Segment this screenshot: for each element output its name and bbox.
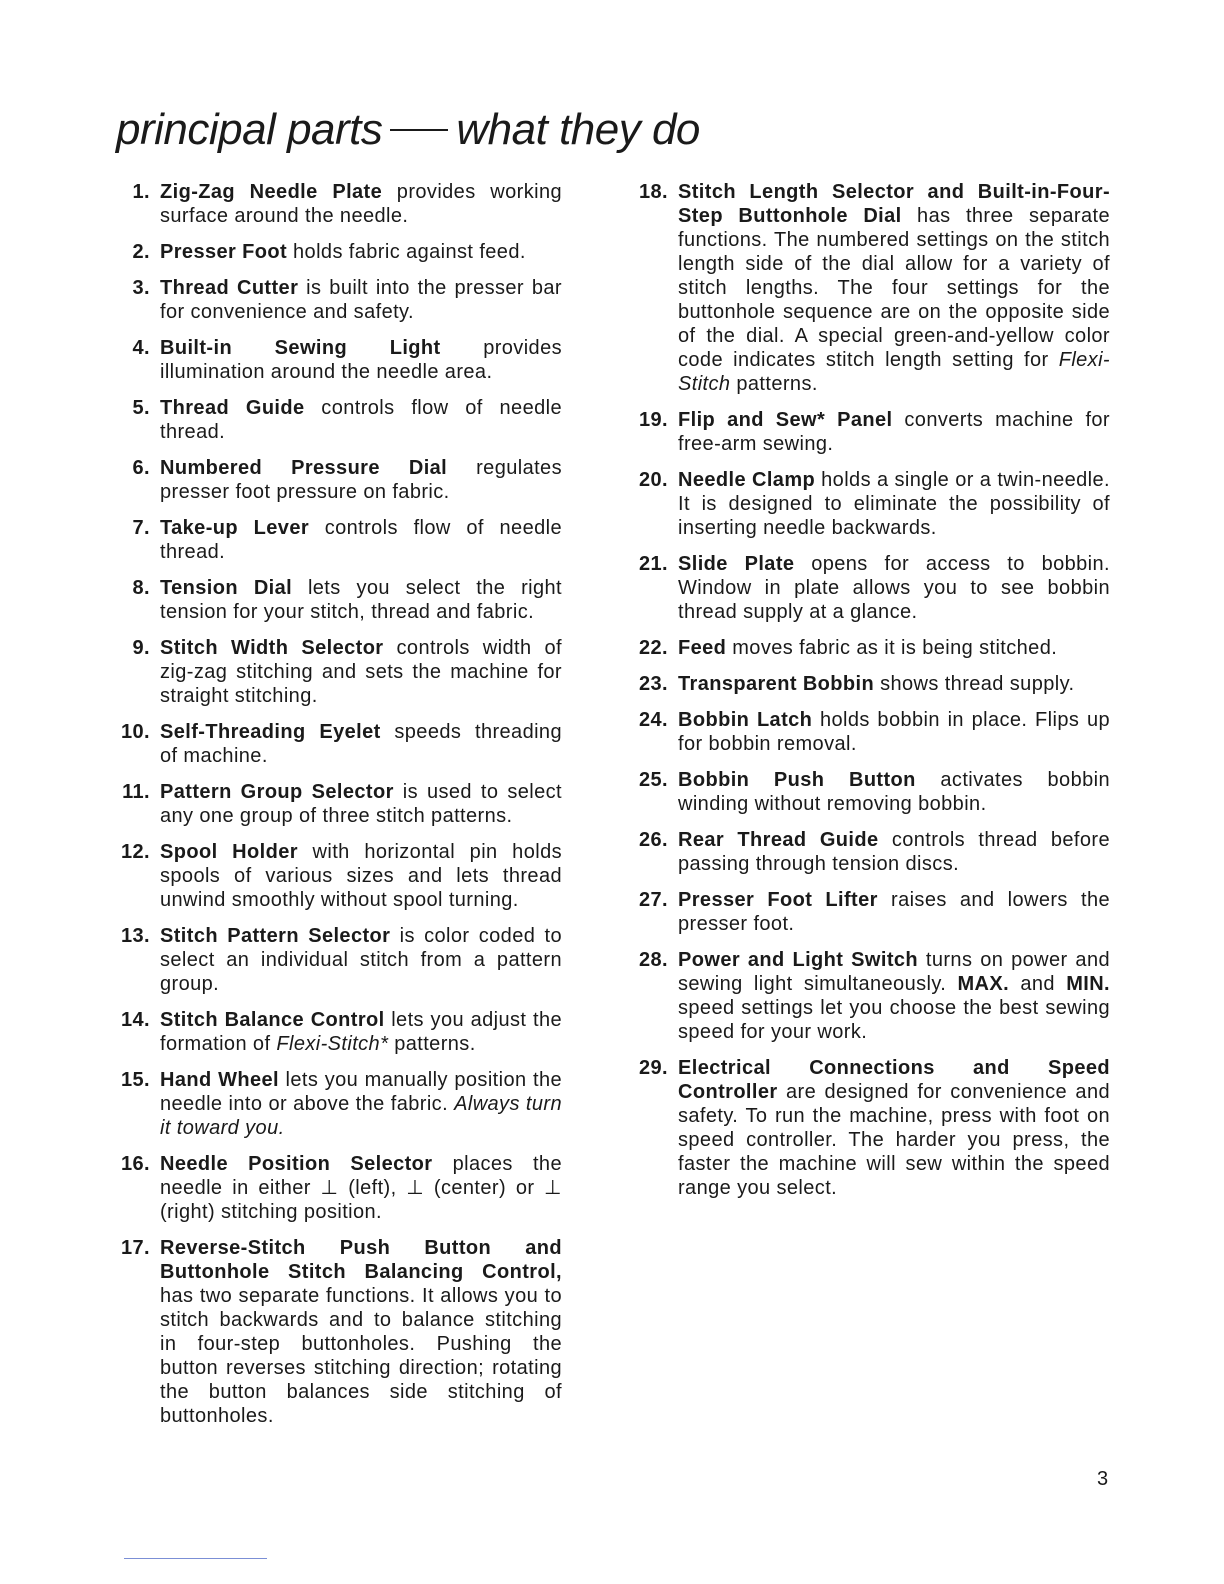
list-item <box>630 468 1110 540</box>
part-text: provides illumination around the needle area. <box>160 337 562 383</box>
item-number: 20. <box>638 469 668 491</box>
item-description <box>160 1236 562 1428</box>
part-name: Take-up Lever <box>160 517 310 539</box>
part-name: Thread Guide <box>160 397 305 419</box>
list-item <box>112 636 562 708</box>
item-number: 26. <box>638 829 668 851</box>
item-description <box>160 180 562 228</box>
item-description <box>160 780 562 828</box>
title-dash <box>390 129 448 131</box>
list-item <box>630 552 1110 624</box>
part-text: places the needle in either ⊥ (left), ⊥ (center) or ⊥ (right) stitching position. <box>160 1153 562 1223</box>
part-name: Hand Wheel <box>160 1069 279 1091</box>
item-number: 6. <box>132 457 150 479</box>
item-number: 3. <box>132 277 150 299</box>
list-item <box>112 336 562 384</box>
list-item <box>112 924 562 996</box>
item-description <box>160 276 562 324</box>
part-name: Flip and Sew* Panel <box>678 409 893 431</box>
part-text: patterns. <box>730 373 818 395</box>
part-text: lets you manually position the needle into or above the fabric. <box>160 1069 562 1115</box>
item-number: 7. <box>132 517 150 539</box>
part-name: Tension Dial <box>160 577 293 599</box>
part-text: and <box>1009 973 1067 995</box>
list-item <box>112 720 562 768</box>
item-number: 1. <box>132 181 150 203</box>
right-column <box>630 180 1110 1212</box>
part-text: controls thread before passing through tension discs. <box>678 829 1110 875</box>
item-description <box>160 1008 562 1056</box>
item-number: 17. <box>120 1237 150 1259</box>
part-name: Pattern Group Selector <box>160 781 394 803</box>
item-description <box>678 636 1110 660</box>
item-number: 9. <box>132 637 150 659</box>
list-item <box>112 180 562 228</box>
list-item <box>630 888 1110 936</box>
item-number: 25. <box>638 769 668 791</box>
part-name: Reverse-Stitch Push Button and Buttonhole Stitch Balancing Control, <box>160 1237 562 1283</box>
part-name: Self-Threading Eyelet <box>160 721 381 743</box>
list-item <box>630 636 1110 660</box>
item-number: 27. <box>638 889 668 911</box>
list-item <box>112 1068 562 1140</box>
list-item <box>630 408 1110 456</box>
part-name: Thread Cutter <box>160 277 299 299</box>
list-item <box>112 396 562 444</box>
part-name: Stitch Balance Control <box>160 1009 385 1031</box>
part-text: patterns. <box>388 1033 476 1055</box>
item-description <box>678 672 1110 696</box>
list-item <box>630 828 1110 876</box>
part-text: raises and lowers the presser foot. <box>678 889 1110 935</box>
part-name: Transparent Bobbin <box>678 673 875 695</box>
item-description <box>678 408 1110 456</box>
part-text: are designed for convenience and safety. To run the machine, press with foot on speed controller. The harder you press, the faster the machine will sew within the speed range you select. <box>678 1081 1110 1199</box>
item-description <box>160 1152 562 1224</box>
item-description <box>678 828 1110 876</box>
item-number: 21. <box>638 553 668 575</box>
part-italic: Always turn it toward you. <box>160 1093 562 1139</box>
part-name: Electrical Connections and Speed Controller <box>678 1057 1110 1103</box>
part-name: Presser Foot Lifter <box>678 889 878 911</box>
title-part2: what they do <box>456 105 700 154</box>
part-text: controls flow of needle thread. <box>160 397 562 443</box>
item-number: 11. <box>122 781 150 803</box>
part-text: with horizontal pin holds spools of various sizes and lets thread unwind smoothly without spool turning. <box>160 841 562 911</box>
list-item <box>630 768 1110 816</box>
list-item <box>112 456 562 504</box>
part-name: Slide Plate <box>678 553 795 575</box>
item-description <box>160 396 562 444</box>
item-number: 14. <box>120 1009 150 1031</box>
part-name: Power and Light Switch <box>678 949 919 971</box>
item-number: 28. <box>638 949 668 971</box>
item-description <box>160 336 562 384</box>
part-name: Needle Clamp <box>678 469 816 491</box>
item-number: 22. <box>638 637 668 659</box>
item-number: 18. <box>638 181 668 203</box>
part-name: Built-in Sewing Light <box>160 337 441 359</box>
list-item <box>630 948 1110 1044</box>
item-number: 19. <box>638 409 668 431</box>
item-description <box>160 636 562 708</box>
part-name: Stitch Length Selector and Built-in-Four-Step Buttonhole Dial <box>678 181 1110 227</box>
part-text: lets you select the right tension for your stitch, thread and fabric. <box>160 577 562 623</box>
item-description <box>678 888 1110 936</box>
page-title <box>116 105 700 154</box>
part-text: lets you adjust the formation of <box>160 1009 562 1055</box>
item-description <box>160 720 562 768</box>
part-name: Stitch Pattern Selector <box>160 925 391 947</box>
item-description <box>678 552 1110 624</box>
part-name: Rear Thread Guide <box>678 829 879 851</box>
part-name: Needle Position Selector <box>160 1153 433 1175</box>
item-number: 12. <box>120 841 150 863</box>
item-number: 15. <box>120 1069 150 1091</box>
part-text: controls flow of needle thread. <box>160 517 562 563</box>
page-number: 3 <box>1097 1468 1109 1490</box>
footer-rule <box>124 1558 267 1559</box>
list-item <box>112 1152 562 1224</box>
part-text: speeds threading of machine. <box>160 721 562 767</box>
part-name: Numbered Pressure Dial <box>160 457 448 479</box>
part-name: Bobbin Latch <box>678 709 813 731</box>
part-italic: Flexi-Stitch <box>678 349 1110 395</box>
part-text: holds fabric against feed. <box>287 241 526 263</box>
item-number: 23. <box>638 673 668 695</box>
item-description <box>160 1068 562 1140</box>
part-name: Bobbin Push Button <box>678 769 916 791</box>
item-description <box>678 948 1110 1044</box>
item-number: 13. <box>120 925 150 947</box>
list-item <box>630 672 1110 696</box>
item-description <box>678 708 1110 756</box>
part-text: converts machine for free-arm sewing. <box>678 409 1110 455</box>
list-item <box>112 516 562 564</box>
item-description <box>678 180 1110 396</box>
list-item <box>112 576 562 624</box>
item-description <box>678 468 1110 540</box>
part-name: Zig-Zag Needle Plate <box>160 181 383 203</box>
part-text: is color coded to select an individual stitch from a pattern group. <box>160 925 562 995</box>
list-item <box>112 1236 562 1428</box>
list-item <box>630 708 1110 756</box>
part-text: speed settings let you choose the best sewing speed for your work. <box>678 997 1110 1043</box>
part-text: is built into the presser bar for convenience and safety. <box>160 277 562 323</box>
left-column <box>112 180 562 1440</box>
part-bold: MIN. <box>1066 973 1111 995</box>
part-text: has three separate functions. The numbered settings on the stitch length side of the dial allow for a variety of stitch lengths. The four settings for the buttonhole sequence are on the opposite side of the dial. A special green-and-yellow color code indicates stitch length setting for <box>678 205 1110 371</box>
title-part1: principal parts <box>116 105 383 154</box>
part-name: Stitch Width Selector <box>160 637 384 659</box>
item-number: 10. <box>120 721 150 743</box>
item-description <box>678 768 1110 816</box>
item-description <box>160 456 562 504</box>
part-text: provides working surface around the needle. <box>160 181 562 227</box>
part-text: regulates presser foot pressure on fabric. <box>160 457 562 503</box>
list-item <box>112 840 562 912</box>
part-text: holds a single or a twin-needle. It is designed to eliminate the possibility of inserting needle backwards. <box>678 469 1110 539</box>
list-item <box>630 1056 1110 1200</box>
part-name: Feed <box>678 637 727 659</box>
part-text: shows thread supply. <box>874 673 1075 695</box>
item-number: 16. <box>120 1153 150 1175</box>
item-number: 24. <box>638 709 668 731</box>
item-description <box>678 1056 1110 1200</box>
item-number: 8. <box>132 577 150 599</box>
list-item <box>112 780 562 828</box>
part-text: controls width of zig-zag stitching and sets the machine for straight stitching. <box>160 637 562 707</box>
list-item <box>112 240 562 264</box>
part-text: activates bobbin winding without removing bobbin. <box>678 769 1110 815</box>
part-text: moves fabric as it is being stitched. <box>726 637 1058 659</box>
item-number: 5. <box>132 397 150 419</box>
list-item <box>112 276 562 324</box>
part-name: Presser Foot <box>160 241 288 263</box>
item-description <box>160 576 562 624</box>
part-text: turns on power and sewing light simultaneously. <box>678 949 1110 995</box>
item-description <box>160 516 562 564</box>
part-bold: MAX. <box>957 973 1010 995</box>
item-description <box>160 924 562 996</box>
item-description <box>160 240 562 264</box>
list-item <box>112 1008 562 1056</box>
part-text: is used to select any one group of three stitch patterns. <box>160 781 562 827</box>
list-item <box>630 180 1110 396</box>
item-description <box>160 840 562 912</box>
item-number: 4. <box>132 337 150 359</box>
part-italic: Flexi-Stitch* <box>276 1033 389 1055</box>
item-number: 29. <box>638 1057 668 1079</box>
item-number: 2. <box>132 241 150 263</box>
part-name: Spool Holder <box>160 841 298 863</box>
part-text: opens for access to bobbin. Window in plate allows you to see bobbin thread supply at a glance. <box>678 553 1110 623</box>
part-text: holds bobbin in place. Flips up for bobbin removal. <box>678 709 1110 755</box>
part-text: has two separate functions. It allows you to stitch backwards and to balance stitching in four-step buttonholes. Pushing the button reverses stitching direction; rotating the button balances side stitching of buttonholes. <box>160 1285 562 1427</box>
